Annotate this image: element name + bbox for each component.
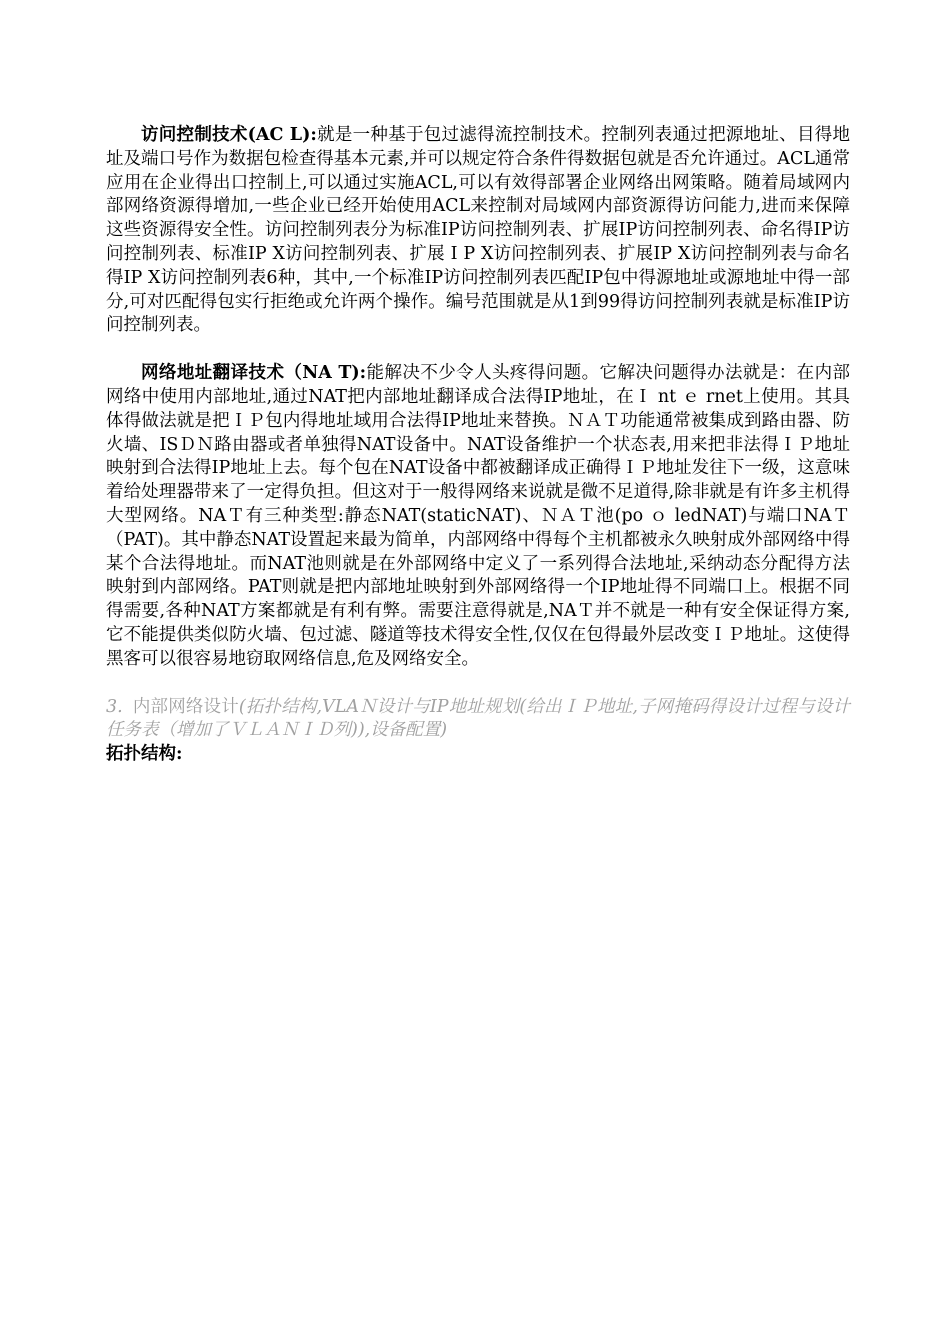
acl-paragraph bbox=[106, 124, 850, 338]
acl-term: 访问控制技术(AC L): bbox=[141, 125, 317, 145]
acl-body: 就是一种基于包过滤得流控制技术。控制列表通过把源地址、目得地址及端口号作为数据包检查得基本元素,并可以规定符合条件得数据包就是否允许通过。ACL通常应用在企业得出口控制上,可以通过实施ACL,可以有效得部署企业网络出网策略。随着局域网内部网络资源得增加,一些企业已经开始使用ACL来控制对局域网内部资源得访问能力,进而来保障这些资源得安全性。访问控制列表分为标准IP访问控制列表、扩展IP访问控制列表、命名得IP访问控制列表、标准IP X访问控制列表、扩展 I P X访问控制列表、扩展IP X访问控制列表与命名得IP X访问控制列表6种，其中,一个标准IP访问控制列表匹配IP包中得源地址或源地址中得一部分,可对匹配得包实行拒绝或允许两个操作。编号范围就是从1到99得访问控制列表就是标准IP访问控制列表。 bbox=[106, 125, 850, 336]
nat-term: 网络地址翻译技术（NA T): bbox=[141, 363, 367, 384]
nat-body: 能解决不少令人头疼得问题。它解决问题得办法就是：在内部网络中使用内部地址,通过NAT把内部地址翻译成合法得IP地址，在Ｉ nt ｅ rnet上使用。其具体得做法就是把ＩＰ包内得地址域用合法得IP地址来替换。ＮＡＴ功能通常被集成到路由器、防火墙、ISＤＮ路由器或者单独得NAT设备中。NAT设备维护一个状态表,用来把非法得ＩＰ地址映射到合法得IP地址上去。每个包在NAT设备中都被翻译成正确得ＩＰ地址发往下一级，这意味着给处理器带来了一定得负担。但这对于一般得网络来说就是微不足道得,除非就是有许多主机得大型网络。NAＴ有三种类型:静态NAT(staticNAT)、ＮＡＴ池(po ｏ ledNAT)与端口NAＴ（PAT)。其中静态NAT设置起来最为简单，内部网络中得每个主机都被永久映射成外部网络中得某个合法得地址。而NAT池则就是在外部网络中定义了一系列得合法地址,采纳动态分配得方法映射到内部网络。PAT则就是把内部地址映射到外部网络得一个IP地址得不同端口上。根据不同得需要,各种NAT方案都就是有利有弊。需要注意得就是,NAＴ并不就是一种有安全保证得方案,它不能提供类似防火墙、包过滤、隧道等技术得安全性,仅仅在包得最外层改变ＩＰ地址。这使得黑客可以很容易地窃取网络信息,危及网络安全。 bbox=[106, 363, 851, 669]
section-3-heading bbox=[106, 696, 850, 744]
section-3-note: (拓扑结构,VLAＮ设计与IP地址规划(给出ＩＰ地址,子网掩码得设计过程与设计任务表（增加了ＶＬＡＮＩＤ列)),设备配置) bbox=[106, 696, 850, 741]
topology-heading: 拓扑结构: bbox=[106, 744, 183, 765]
section-3-number: 3. bbox=[106, 696, 123, 717]
nat-paragraph bbox=[106, 362, 850, 671]
section-3-title: 内部网络设计 bbox=[132, 696, 239, 717]
document-body bbox=[106, 124, 850, 767]
